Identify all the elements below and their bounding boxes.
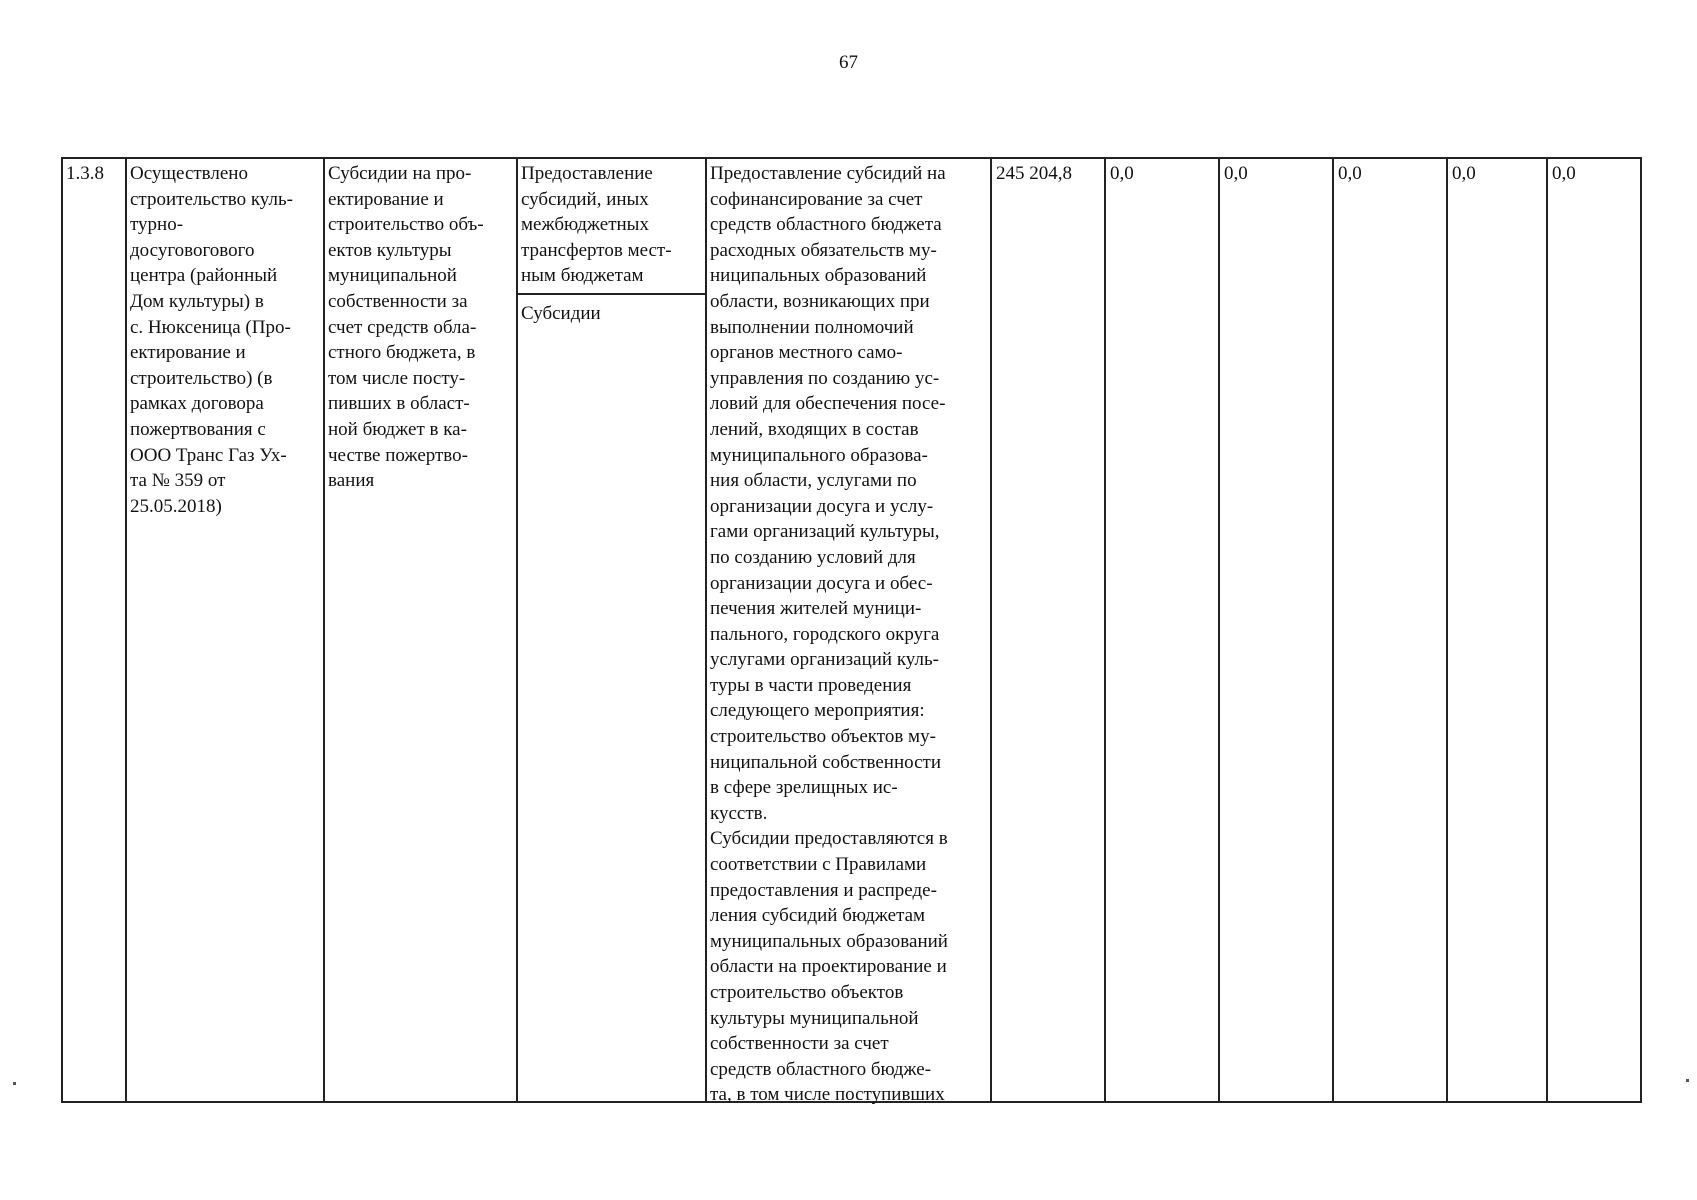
scan-mark: [1686, 1079, 1689, 1082]
amount-value: 0,0: [1110, 163, 1134, 184]
subsidy-name: Субсидии на про- ектирование и строительство объ- ектов культуры муниципальной собственности за счет средств обла- стного бюджета, в том числе посту- пивших в област- ной бюджет в ка- честве пожертво- вания: [328, 163, 484, 492]
amount-cell: [1104, 159, 1218, 1101]
amount-value: 0,0: [1224, 163, 1248, 184]
amount-cell: [1546, 159, 1642, 1101]
amount-value: 0,0: [1338, 163, 1362, 184]
amount-cell: [1218, 159, 1332, 1101]
transfer-cell: [516, 159, 705, 1101]
description-cell: [705, 159, 990, 1106]
amount-value: 0,0: [1552, 163, 1576, 184]
transfer-type: Предоставление субсидий, иных межбюджетных трансфертов мест- ным бюджетам: [521, 163, 672, 287]
transfer-subtype: Субсидии: [518, 293, 705, 327]
description-text: Предоставление субсидий на софинансирование за счет средств областного бюджета расходных обязательств му- ниципальных образований области, возникающих при выполнении полномочий органов местного само- управления по созданию ус- ловий для обеспечения посе- лений, входящих в состав муниципального образова- ния области, услугами по организации досуга и услу- гами организаций культуры, по созданию условий для организации досуга и обес- печения жителей муници- пального, городского округа услугами организаций куль- туры в части проведения следующего мероприятия: строительство объектов му- ниципальной собственности в сфере зрелищных ис- кусств. Субсидии предоставляются в соответствии с Правилами предоставления и распреде- ления субсидий бюджетам муниципальных образований области на проектирование и строительство объектов культуры муниципальной собственности за счет средств областного бюдже- та, в том числе поступивших: [710, 163, 948, 1106]
event-cell: [125, 159, 323, 1101]
amount-cell: [1332, 159, 1446, 1101]
amount-total: 245 204,8: [996, 163, 1072, 184]
amount-cell: [1446, 159, 1546, 1101]
amount-cell: [990, 159, 1104, 1101]
code-cell: [63, 159, 125, 1101]
budget-table: [61, 157, 1642, 1106]
amount-value: 0,0: [1452, 163, 1476, 184]
row-code: 1.3.8: [66, 163, 104, 184]
subsidy-cell: [323, 159, 516, 1101]
scan-mark: [13, 1082, 16, 1085]
event-name: Осуществлено строительство куль- турно- досуговогового центра (районный Дом культуры) в с. Нюксеница (Про- ектирование и строительство) (в рамках договора пожертвования с ООО Транс Газ Ух- та № 359 от 25.05.2018): [130, 163, 293, 517]
page-number: 67: [839, 52, 858, 73]
